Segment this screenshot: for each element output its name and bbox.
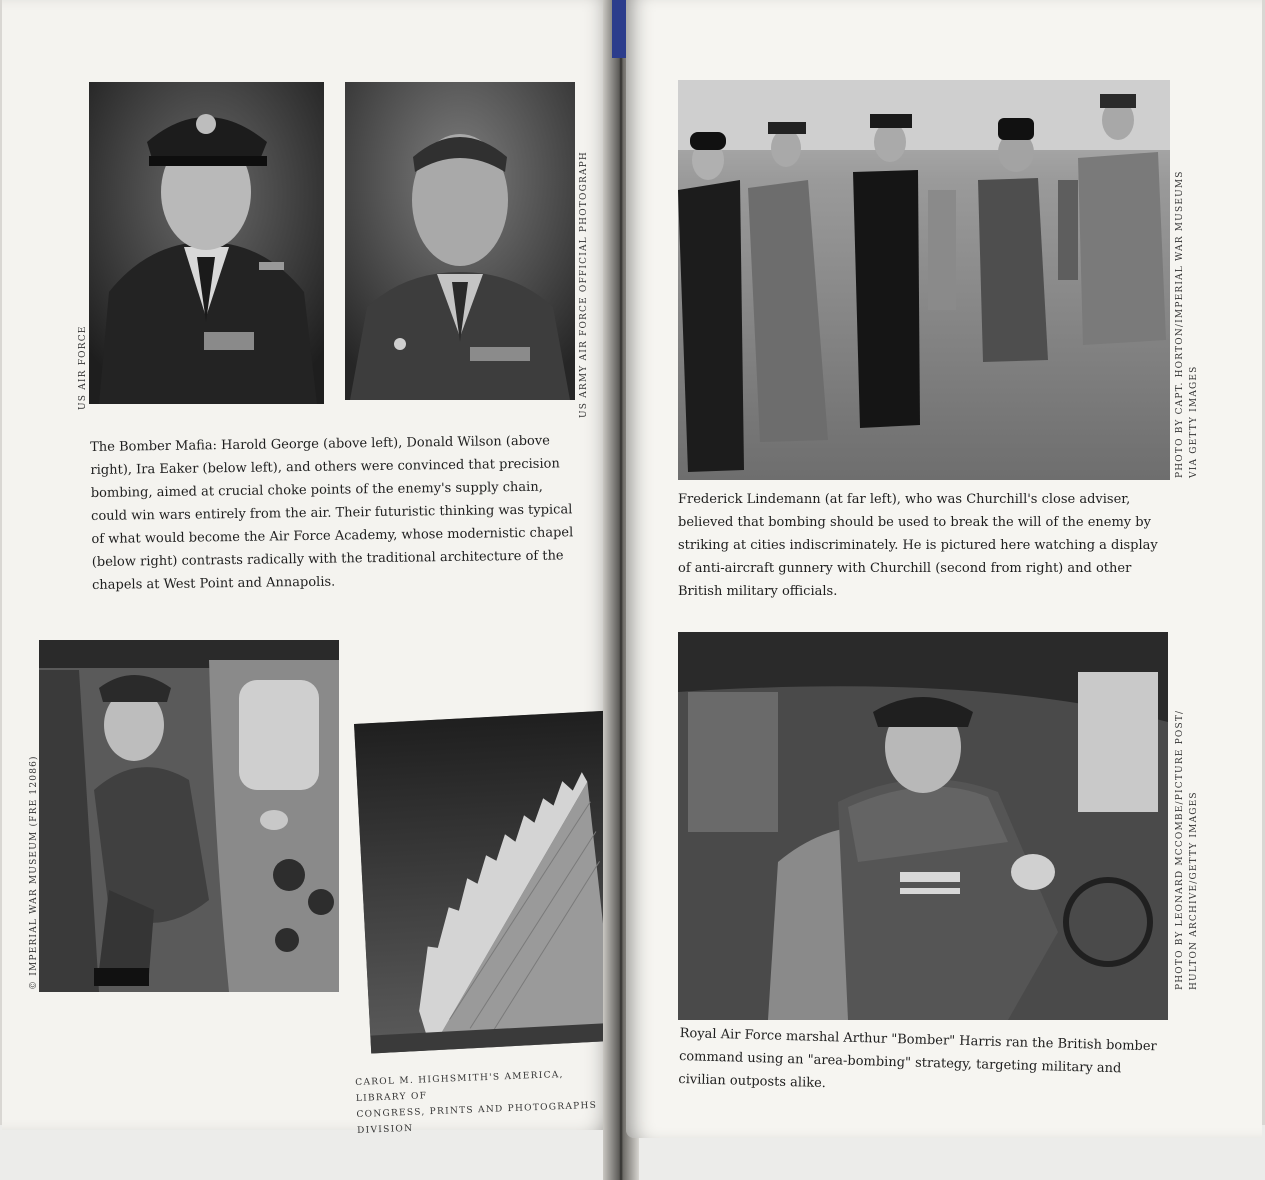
credit-lindemann-line1: PHOTO BY CAPT. HORTON/IMPERIAL WAR MUSEUMS xyxy=(1175,170,1185,478)
credit-harris-line2: HULTON ARCHIVE/GETTY IMAGES xyxy=(1189,791,1199,990)
credit-harold-george: US AIR FORCE xyxy=(78,325,88,410)
photo-harold-george xyxy=(89,82,324,404)
caption-lindemann: Frederick Lindemann (at far left), who was Churchill's close adviser, believed that bombing should be used to break the will of the enemy by striking at cities indiscriminately. He is pictured here watching a display of anti-aircraft gunnery with Churchill (second from right) and other British military officials. xyxy=(678,492,1158,599)
caption-bomber-mafia: The Bomber Mafia: Harold George (above left), Donald Wilson (above right), Ira Eaker (below left), and others were convinced that precision bombing, aimed at crucial choke points of the enemy's supply chain, could win wars entirely from the air. Their futuristic thinking was typical of what would become the Air Force Academy, whose modernistic chapel (below right) contrasts radically with the traditional architecture of the chapels at West Point and Annapolis. xyxy=(90,433,574,593)
credit-arthur-harris xyxy=(1173,710,1201,990)
credit-lindemann-line2: VIA GETTY IMAGES xyxy=(1189,365,1199,478)
photo-academy-chapel xyxy=(354,710,633,1053)
caption-arthur-harris: Royal Air Force marshal Arthur "Bomber" Harris ran the British bomber command using an "area-bombing" strategy, targeting military and civilian outposts alike. xyxy=(678,1025,1157,1092)
photo-arthur-harris xyxy=(678,632,1168,1020)
credit-ira-eaker: © IMPERIAL WAR MUSEUM (FRE 12086) xyxy=(29,755,39,990)
credit-donald-wilson: US ARMY AIR FORCE OFFICIAL PHOTOGRAPH xyxy=(579,151,589,418)
credit-lindemann xyxy=(1173,170,1201,478)
credit-harris-line1: PHOTO BY LEONARD MCCOMBE/PICTURE POST/ xyxy=(1175,709,1185,990)
photo-donald-wilson xyxy=(345,82,575,400)
left-page xyxy=(2,0,612,1136)
credit-chapel-line1: CAROL M. HIGHSMITH'S AMERICA, LIBRARY OF xyxy=(355,1069,564,1104)
credit-chapel-line2: CONGRESS, PRINTS AND PHOTOGRAPHS DIVISION xyxy=(356,1100,598,1136)
photo-ira-eaker xyxy=(39,640,339,992)
credit-academy-chapel xyxy=(355,1065,614,1139)
right-page xyxy=(626,0,1262,1138)
photo-lindemann-churchill xyxy=(678,80,1170,480)
